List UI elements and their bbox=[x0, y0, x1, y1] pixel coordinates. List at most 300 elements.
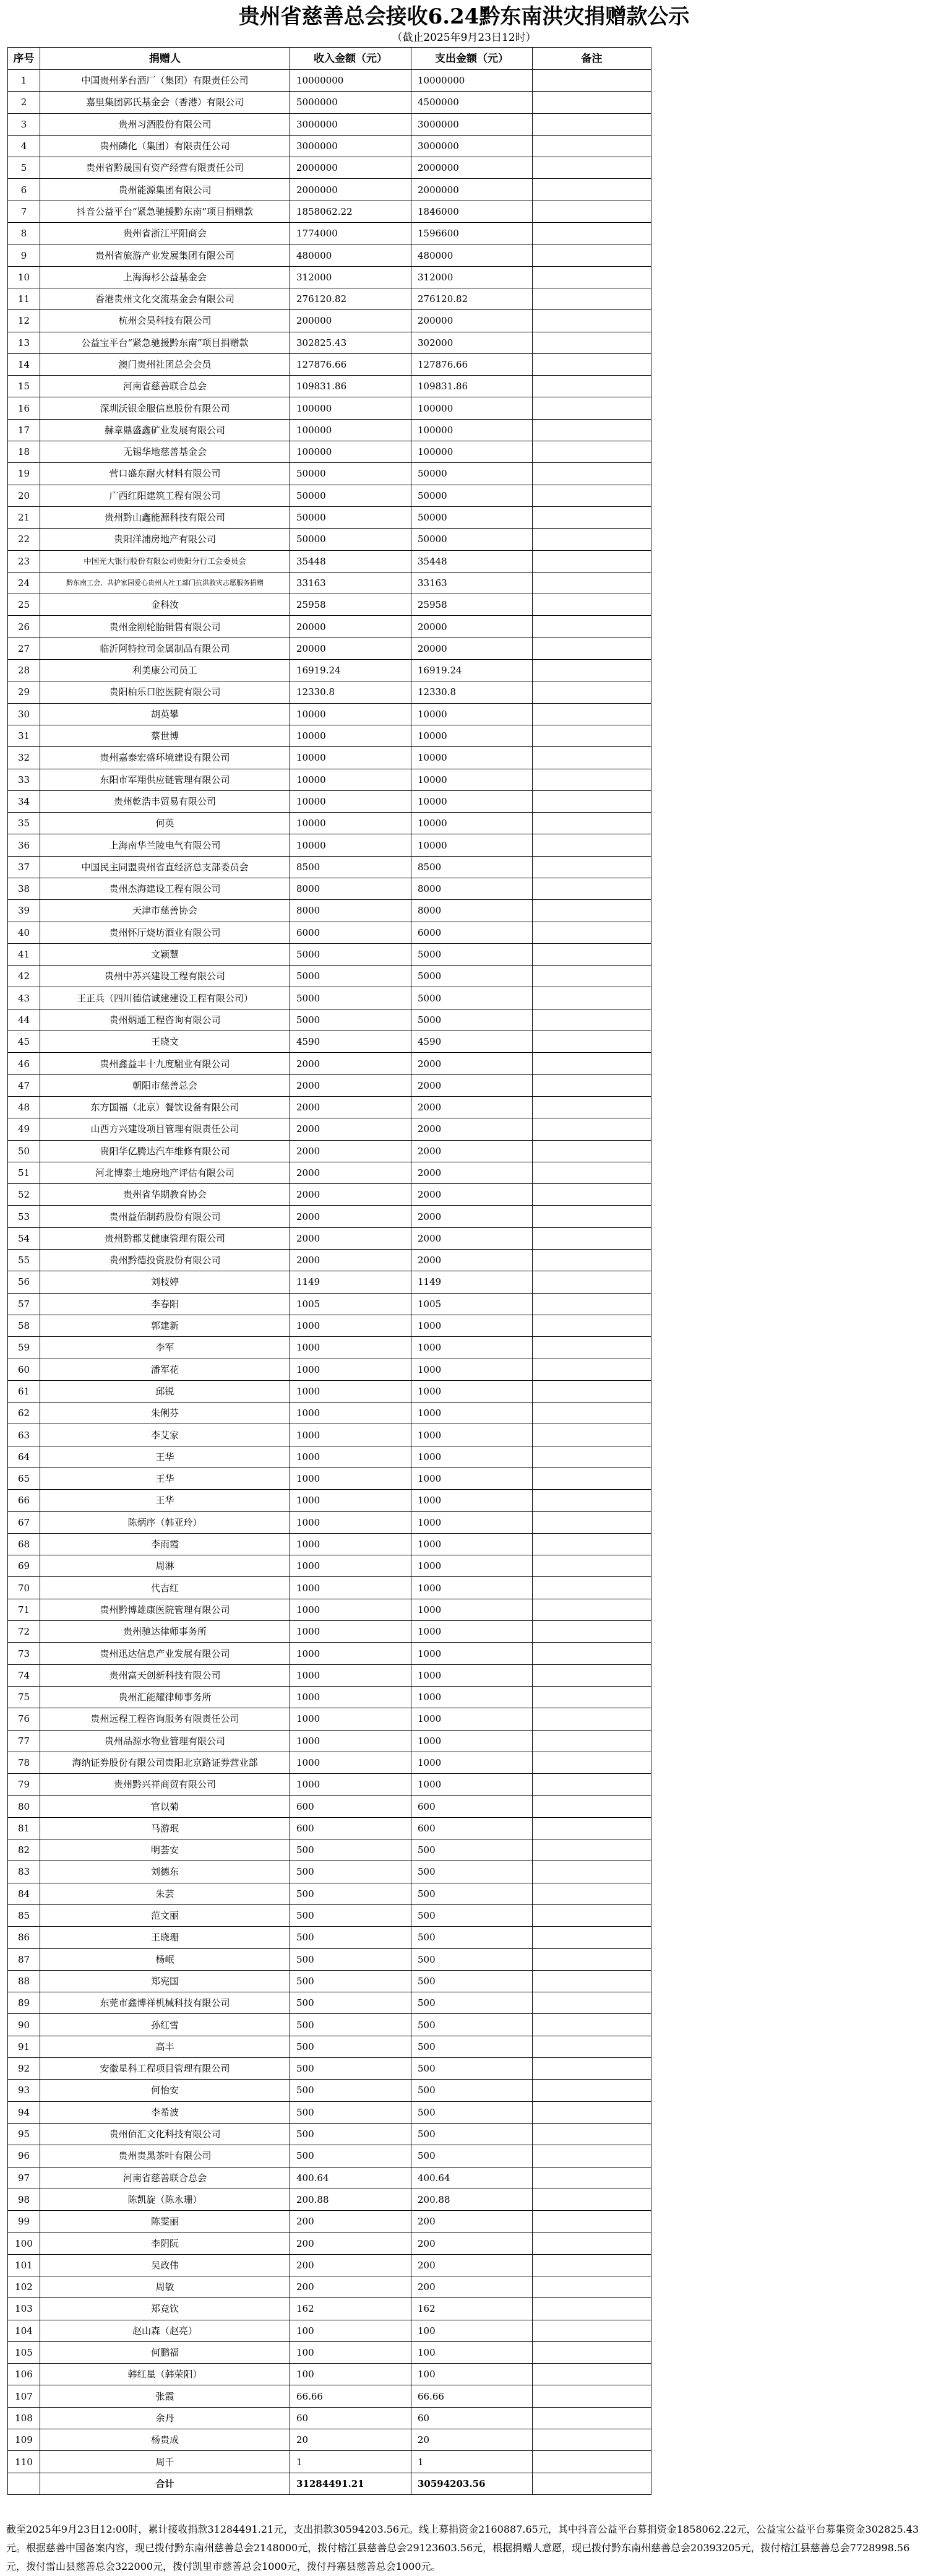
row-expense: 1000 bbox=[411, 1664, 533, 1686]
row-note bbox=[533, 2385, 651, 2407]
row-index: 76 bbox=[8, 1708, 40, 1730]
row-income: 8500 bbox=[290, 856, 411, 878]
row-income: 3000000 bbox=[290, 135, 411, 157]
row-note bbox=[533, 1664, 651, 1686]
row-income: 5000000 bbox=[290, 92, 411, 113]
row-index: 6 bbox=[8, 179, 40, 201]
row-expense: 1000 bbox=[411, 1511, 533, 1533]
row-expense: 312000 bbox=[411, 266, 533, 288]
table-row bbox=[8, 2276, 651, 2297]
row-index: 80 bbox=[8, 1796, 40, 1817]
row-donor: 王华 bbox=[40, 1490, 290, 1511]
row-expense: 1000 bbox=[411, 1533, 533, 1555]
table-row bbox=[8, 2451, 651, 2473]
total-label: 合计 bbox=[40, 2473, 290, 2494]
row-expense: 1596600 bbox=[411, 223, 533, 244]
row-income: 6000 bbox=[290, 922, 411, 943]
row-index: 86 bbox=[8, 1927, 40, 1948]
row-note bbox=[533, 1992, 651, 2014]
row-donor: 吴政伟 bbox=[40, 2254, 290, 2276]
row-donor: 贵州佰汇文化科技有限公司 bbox=[40, 2123, 290, 2145]
total-row bbox=[8, 2473, 651, 2494]
table-row bbox=[8, 376, 651, 397]
row-note bbox=[533, 2145, 651, 2167]
table-row bbox=[8, 1948, 651, 1970]
row-donor: 河南省慈善联合总会 bbox=[40, 376, 290, 397]
row-income: 200 bbox=[290, 2232, 411, 2254]
row-expense: 5000 bbox=[411, 987, 533, 1009]
row-income: 33163 bbox=[290, 572, 411, 594]
row-note bbox=[533, 332, 651, 353]
row-expense: 2000 bbox=[411, 1162, 533, 1183]
row-donor: 郑宪国 bbox=[40, 1970, 290, 1992]
table-row bbox=[8, 485, 651, 506]
row-income: 500 bbox=[290, 2101, 411, 2123]
row-index: 94 bbox=[8, 2101, 40, 2123]
row-note bbox=[533, 1118, 651, 1140]
row-index: 55 bbox=[8, 1250, 40, 1271]
row-note bbox=[533, 1948, 651, 1970]
row-expense: 1000 bbox=[411, 1686, 533, 1708]
row-income: 5000 bbox=[290, 1009, 411, 1031]
row-donor: 贵州黔山鑫能源科技有限公司 bbox=[40, 506, 290, 528]
row-donor: 澳门贵州社团总会会员 bbox=[40, 353, 290, 375]
row-expense: 10000 bbox=[411, 703, 533, 725]
table-row bbox=[8, 1883, 651, 1904]
row-note bbox=[533, 1970, 651, 1992]
row-index: 52 bbox=[8, 1184, 40, 1206]
table-row bbox=[8, 878, 651, 899]
row-note bbox=[533, 813, 651, 834]
row-index: 100 bbox=[8, 2232, 40, 2254]
row-index: 106 bbox=[8, 2364, 40, 2385]
row-income: 276120.82 bbox=[290, 288, 411, 309]
row-index: 77 bbox=[8, 1730, 40, 1752]
row-note bbox=[533, 1621, 651, 1643]
row-income: 2000 bbox=[290, 1118, 411, 1140]
row-income: 10000 bbox=[290, 703, 411, 725]
row-expense: 8000 bbox=[411, 878, 533, 899]
row-note bbox=[533, 135, 651, 157]
table-row bbox=[8, 1031, 651, 1053]
row-note bbox=[533, 681, 651, 703]
row-donor: 贵州怀厅烧坊酒业有限公司 bbox=[40, 922, 290, 943]
row-note bbox=[533, 1315, 651, 1336]
table-row bbox=[8, 1774, 651, 1796]
row-expense: 1000 bbox=[411, 1403, 533, 1424]
row-note bbox=[533, 2276, 651, 2297]
row-expense: 2000 bbox=[411, 1206, 533, 1227]
row-expense: 10000 bbox=[411, 834, 533, 856]
row-income: 1 bbox=[290, 2451, 411, 2473]
row-note bbox=[533, 2429, 651, 2451]
row-expense: 500 bbox=[411, 2145, 533, 2167]
row-donor: 贵州乾浩丰贸易有限公司 bbox=[40, 790, 290, 812]
row-donor: 上海海杉公益基金会 bbox=[40, 266, 290, 288]
row-index: 35 bbox=[8, 813, 40, 834]
row-income: 4590 bbox=[290, 1031, 411, 1053]
table-row bbox=[8, 703, 651, 725]
row-donor: 贵阳洋浦房地产有限公司 bbox=[40, 529, 290, 550]
row-income: 480000 bbox=[290, 244, 411, 266]
row-income: 2000 bbox=[290, 1206, 411, 1227]
row-expense: 500 bbox=[411, 1948, 533, 1970]
row-income: 1000 bbox=[290, 1577, 411, 1599]
row-donor: 贵州鑫益丰十九度駔业有限公司 bbox=[40, 1053, 290, 1074]
row-income: 1000 bbox=[290, 1664, 411, 1686]
row-donor: 山西方兴建设项目管理有限责任公司 bbox=[40, 1118, 290, 1140]
row-index: 48 bbox=[8, 1096, 40, 1118]
row-income: 1000 bbox=[290, 1599, 411, 1620]
row-index: 30 bbox=[8, 703, 40, 725]
row-income: 500 bbox=[290, 1992, 411, 2014]
table-row bbox=[8, 1511, 651, 1533]
row-income: 10000 bbox=[290, 725, 411, 746]
row-donor: 代吉红 bbox=[40, 1577, 290, 1599]
table-row bbox=[8, 135, 651, 157]
row-note bbox=[533, 1359, 651, 1380]
row-donor: 孙红雪 bbox=[40, 2014, 290, 2036]
row-income: 100 bbox=[290, 2364, 411, 2385]
row-expense: 500 bbox=[411, 1861, 533, 1883]
header-income: 收入金额（元） bbox=[290, 48, 411, 70]
row-note bbox=[533, 2189, 651, 2210]
row-expense: 1000 bbox=[411, 1730, 533, 1752]
row-expense: 10000 bbox=[411, 813, 533, 834]
table-row bbox=[8, 1643, 651, 1664]
row-expense: 2000 bbox=[411, 1096, 533, 1118]
row-index: 96 bbox=[8, 2145, 40, 2167]
row-expense: 4590 bbox=[411, 1031, 533, 1053]
row-note bbox=[533, 1555, 651, 1577]
row-note bbox=[533, 92, 651, 113]
table-row bbox=[8, 2232, 651, 2254]
row-note bbox=[533, 244, 651, 266]
row-note bbox=[533, 201, 651, 222]
row-income: 200 bbox=[290, 2254, 411, 2276]
row-donor: 马游珉 bbox=[40, 1817, 290, 1839]
table-row bbox=[8, 2320, 651, 2341]
row-index: 38 bbox=[8, 878, 40, 899]
row-expense: 1000 bbox=[411, 1446, 533, 1467]
row-index: 67 bbox=[8, 1511, 40, 1533]
row-expense: 66.66 bbox=[411, 2385, 533, 2407]
table-row bbox=[8, 856, 651, 878]
row-expense: 3000000 bbox=[411, 135, 533, 157]
row-income: 1000 bbox=[290, 1424, 411, 1446]
row-income: 600 bbox=[290, 1817, 411, 1839]
row-expense: 200 bbox=[411, 2254, 533, 2276]
row-income: 500 bbox=[290, 2014, 411, 2036]
row-donor: 金科汝 bbox=[40, 594, 290, 616]
table-row bbox=[8, 1533, 651, 1555]
table-row bbox=[8, 1380, 651, 1402]
total-index-cell bbox=[8, 2473, 40, 2494]
row-donor: 贵州益佰制药股份有限公司 bbox=[40, 1206, 290, 1227]
row-index: 99 bbox=[8, 2211, 40, 2232]
row-donor: 贵州迅达信息产业发展有限公司 bbox=[40, 1643, 290, 1664]
row-index: 83 bbox=[8, 1861, 40, 1883]
row-donor: 贵州省浙江平阳商会 bbox=[40, 223, 290, 244]
row-index: 50 bbox=[8, 1140, 40, 1162]
table-row bbox=[8, 288, 651, 309]
row-index: 78 bbox=[8, 1752, 40, 1773]
row-note bbox=[533, 1424, 651, 1446]
row-index: 15 bbox=[8, 376, 40, 397]
row-expense: 2000 bbox=[411, 1227, 533, 1249]
page-title: 贵州省慈善总会接收6.24黔东南洪灾捐赠款公示 bbox=[238, 4, 690, 29]
row-note bbox=[533, 353, 651, 375]
row-index: 20 bbox=[8, 485, 40, 506]
table-row bbox=[8, 1796, 651, 1817]
row-note bbox=[533, 943, 651, 965]
row-index: 63 bbox=[8, 1424, 40, 1446]
row-expense: 60 bbox=[411, 2407, 533, 2429]
row-donor: 贵阳华亿腾达汽车维修有限公司 bbox=[40, 1140, 290, 1162]
table-row bbox=[8, 1861, 651, 1883]
row-expense: 50000 bbox=[411, 463, 533, 485]
row-income: 1000 bbox=[290, 1337, 411, 1359]
row-note bbox=[533, 2232, 651, 2254]
row-income: 35448 bbox=[290, 550, 411, 572]
row-note bbox=[533, 223, 651, 244]
row-income: 10000000 bbox=[290, 70, 411, 92]
table-row bbox=[8, 2385, 651, 2407]
row-note bbox=[533, 1774, 651, 1796]
row-note bbox=[533, 1446, 651, 1467]
row-note bbox=[533, 441, 651, 463]
row-donor: 王正兵（四川德信诚建建设工程有限公司） bbox=[40, 987, 290, 1009]
row-donor: 李军 bbox=[40, 1337, 290, 1359]
table-row bbox=[8, 201, 651, 222]
row-expense: 600 bbox=[411, 1796, 533, 1817]
row-income: 1005 bbox=[290, 1293, 411, 1315]
total-expense: 30594203.56 bbox=[411, 2473, 533, 2494]
table-row bbox=[8, 1403, 651, 1424]
row-expense: 500 bbox=[411, 1970, 533, 1992]
row-donor: 王华 bbox=[40, 1468, 290, 1490]
row-index: 65 bbox=[8, 1468, 40, 1490]
row-donor: 李春阳 bbox=[40, 1293, 290, 1315]
row-income: 1000 bbox=[290, 1774, 411, 1796]
row-donor: 无锡华地慈善基金会 bbox=[40, 441, 290, 463]
row-expense: 10000000 bbox=[411, 70, 533, 92]
row-note bbox=[533, 1861, 651, 1883]
row-income: 500 bbox=[290, 1948, 411, 1970]
row-expense: 16919.24 bbox=[411, 660, 533, 681]
row-donor: 李阴阮 bbox=[40, 2232, 290, 2254]
row-index: 12 bbox=[8, 310, 40, 332]
header-donor: 捐赠人 bbox=[40, 48, 290, 70]
row-index: 72 bbox=[8, 1621, 40, 1643]
row-note bbox=[533, 1227, 651, 1249]
row-index: 54 bbox=[8, 1227, 40, 1249]
row-expense: 50000 bbox=[411, 529, 533, 550]
row-index: 17 bbox=[8, 419, 40, 441]
row-index: 109 bbox=[8, 2429, 40, 2451]
row-income: 500 bbox=[290, 1970, 411, 1992]
row-expense: 25958 bbox=[411, 594, 533, 616]
row-expense: 1000 bbox=[411, 1468, 533, 1490]
row-note bbox=[533, 288, 651, 309]
row-index: 73 bbox=[8, 1643, 40, 1664]
row-expense: 1000 bbox=[411, 1621, 533, 1643]
row-donor: 天津市慈善协会 bbox=[40, 900, 290, 922]
table-row bbox=[8, 834, 651, 856]
row-donor: 贵州黔博雄康医院管理有限公司 bbox=[40, 1599, 290, 1620]
row-income: 16919.24 bbox=[290, 660, 411, 681]
row-expense: 1000 bbox=[411, 1599, 533, 1620]
row-note bbox=[533, 179, 651, 201]
table-row bbox=[8, 1271, 651, 1293]
row-note bbox=[533, 1817, 651, 1839]
row-income: 5000 bbox=[290, 987, 411, 1009]
table-row bbox=[8, 1599, 651, 1620]
row-income: 200000 bbox=[290, 310, 411, 332]
row-note bbox=[533, 2364, 651, 2385]
table-row bbox=[8, 1315, 651, 1336]
row-donor: 郭建新 bbox=[40, 1315, 290, 1336]
row-income: 500 bbox=[290, 1904, 411, 1926]
table-row bbox=[8, 922, 651, 943]
row-index: 14 bbox=[8, 353, 40, 375]
row-income: 1000 bbox=[290, 1446, 411, 1467]
table-header-row bbox=[8, 48, 651, 70]
row-expense: 500 bbox=[411, 2123, 533, 2145]
row-donor: 深圳沃银金服信息股份有限公司 bbox=[40, 397, 290, 419]
row-donor: 贵州省黔晟国有资产经营有限责任公司 bbox=[40, 157, 290, 179]
row-expense: 2000 bbox=[411, 1140, 533, 1162]
row-index: 33 bbox=[8, 769, 40, 790]
row-note bbox=[533, 2101, 651, 2123]
row-index: 74 bbox=[8, 1664, 40, 1686]
row-donor: 周千 bbox=[40, 2451, 290, 2473]
row-index: 104 bbox=[8, 2320, 40, 2341]
row-expense: 10000 bbox=[411, 747, 533, 769]
row-donor: 嘉里集团郭氏基金会（香港）有限公司 bbox=[40, 92, 290, 113]
table-row bbox=[8, 1708, 651, 1730]
row-index: 27 bbox=[8, 638, 40, 659]
row-index: 34 bbox=[8, 790, 40, 812]
row-donor: 贵州驰达律师事务所 bbox=[40, 1621, 290, 1643]
table-row bbox=[8, 1970, 651, 1992]
row-donor: 陈雯丽 bbox=[40, 2211, 290, 2232]
row-income: 1000 bbox=[290, 1403, 411, 1424]
row-note bbox=[533, 1904, 651, 1926]
row-expense: 12330.8 bbox=[411, 681, 533, 703]
row-index: 60 bbox=[8, 1359, 40, 1380]
total-income: 31284491.21 bbox=[290, 2473, 411, 2494]
row-index: 110 bbox=[8, 2451, 40, 2473]
row-income: 2000 bbox=[290, 1074, 411, 1096]
row-donor: 贵州金刚轮胎销售有限公司 bbox=[40, 616, 290, 638]
row-index: 10 bbox=[8, 266, 40, 288]
row-expense: 100000 bbox=[411, 419, 533, 441]
row-income: 12330.8 bbox=[290, 681, 411, 703]
header-expense: 支出金额（元） bbox=[411, 48, 533, 70]
row-income: 50000 bbox=[290, 529, 411, 550]
row-income: 200.88 bbox=[290, 2189, 411, 2210]
row-index: 49 bbox=[8, 1118, 40, 1140]
row-income: 1000 bbox=[290, 1686, 411, 1708]
table-row bbox=[8, 1664, 651, 1686]
row-index: 9 bbox=[8, 244, 40, 266]
row-donor: 海纳证券股份有限公司贵阳北京路证券营业部 bbox=[40, 1752, 290, 1773]
row-income: 66.66 bbox=[290, 2385, 411, 2407]
row-income: 400.64 bbox=[290, 2167, 411, 2189]
row-index: 61 bbox=[8, 1380, 40, 1402]
row-income: 500 bbox=[290, 2123, 411, 2145]
row-expense: 480000 bbox=[411, 244, 533, 266]
table-row bbox=[8, 1839, 651, 1861]
table-row bbox=[8, 419, 651, 441]
row-index: 39 bbox=[8, 900, 40, 922]
row-income: 10000 bbox=[290, 813, 411, 834]
row-note bbox=[533, 747, 651, 769]
row-note bbox=[533, 1380, 651, 1402]
table-row bbox=[8, 1686, 651, 1708]
row-donor: 贵州贵黑茶叶有限公司 bbox=[40, 2145, 290, 2167]
row-index: 68 bbox=[8, 1533, 40, 1555]
row-expense: 1 bbox=[411, 2451, 533, 2473]
row-income: 1000 bbox=[290, 1752, 411, 1773]
row-income: 500 bbox=[290, 2145, 411, 2167]
row-income: 25958 bbox=[290, 594, 411, 616]
row-income: 200 bbox=[290, 2276, 411, 2297]
row-note bbox=[533, 703, 651, 725]
row-index: 64 bbox=[8, 1446, 40, 1467]
row-donor: 范文丽 bbox=[40, 1904, 290, 1926]
table-row bbox=[8, 332, 651, 353]
table-row bbox=[8, 2101, 651, 2123]
row-income: 500 bbox=[290, 1883, 411, 1904]
table-row bbox=[8, 1250, 651, 1271]
row-expense: 20 bbox=[411, 2429, 533, 2451]
table-row bbox=[8, 966, 651, 987]
row-expense: 500 bbox=[411, 2036, 533, 2057]
table-row bbox=[8, 157, 651, 179]
row-income: 8000 bbox=[290, 900, 411, 922]
row-index: 31 bbox=[8, 725, 40, 746]
donation-table bbox=[7, 47, 651, 2495]
table-row bbox=[8, 397, 651, 419]
row-donor: 贵州能源集团有限公司 bbox=[40, 179, 290, 201]
row-expense: 500 bbox=[411, 2058, 533, 2080]
row-income: 1858062.22 bbox=[290, 201, 411, 222]
row-note bbox=[533, 376, 651, 397]
row-expense: 1000 bbox=[411, 1708, 533, 1730]
row-expense: 50000 bbox=[411, 506, 533, 528]
row-income: 2000 bbox=[290, 1184, 411, 1206]
row-index: 36 bbox=[8, 834, 40, 856]
row-income: 100000 bbox=[290, 441, 411, 463]
table-row bbox=[8, 2211, 651, 2232]
table-row bbox=[8, 813, 651, 834]
row-income: 2000 bbox=[290, 1250, 411, 1271]
row-donor: 东莞市鑫博祥机械科技有限公司 bbox=[40, 1992, 290, 2014]
row-donor: 郑竞钦 bbox=[40, 2298, 290, 2320]
table-row bbox=[8, 1446, 651, 1467]
table-row bbox=[8, 2080, 651, 2101]
row-index: 46 bbox=[8, 1053, 40, 1074]
row-donor: 李雨霞 bbox=[40, 1533, 290, 1555]
table-row bbox=[8, 1424, 651, 1446]
row-note bbox=[533, 1708, 651, 1730]
table-row bbox=[8, 616, 651, 638]
row-note bbox=[533, 1053, 651, 1074]
row-index: 69 bbox=[8, 1555, 40, 1577]
row-index: 71 bbox=[8, 1599, 40, 1620]
